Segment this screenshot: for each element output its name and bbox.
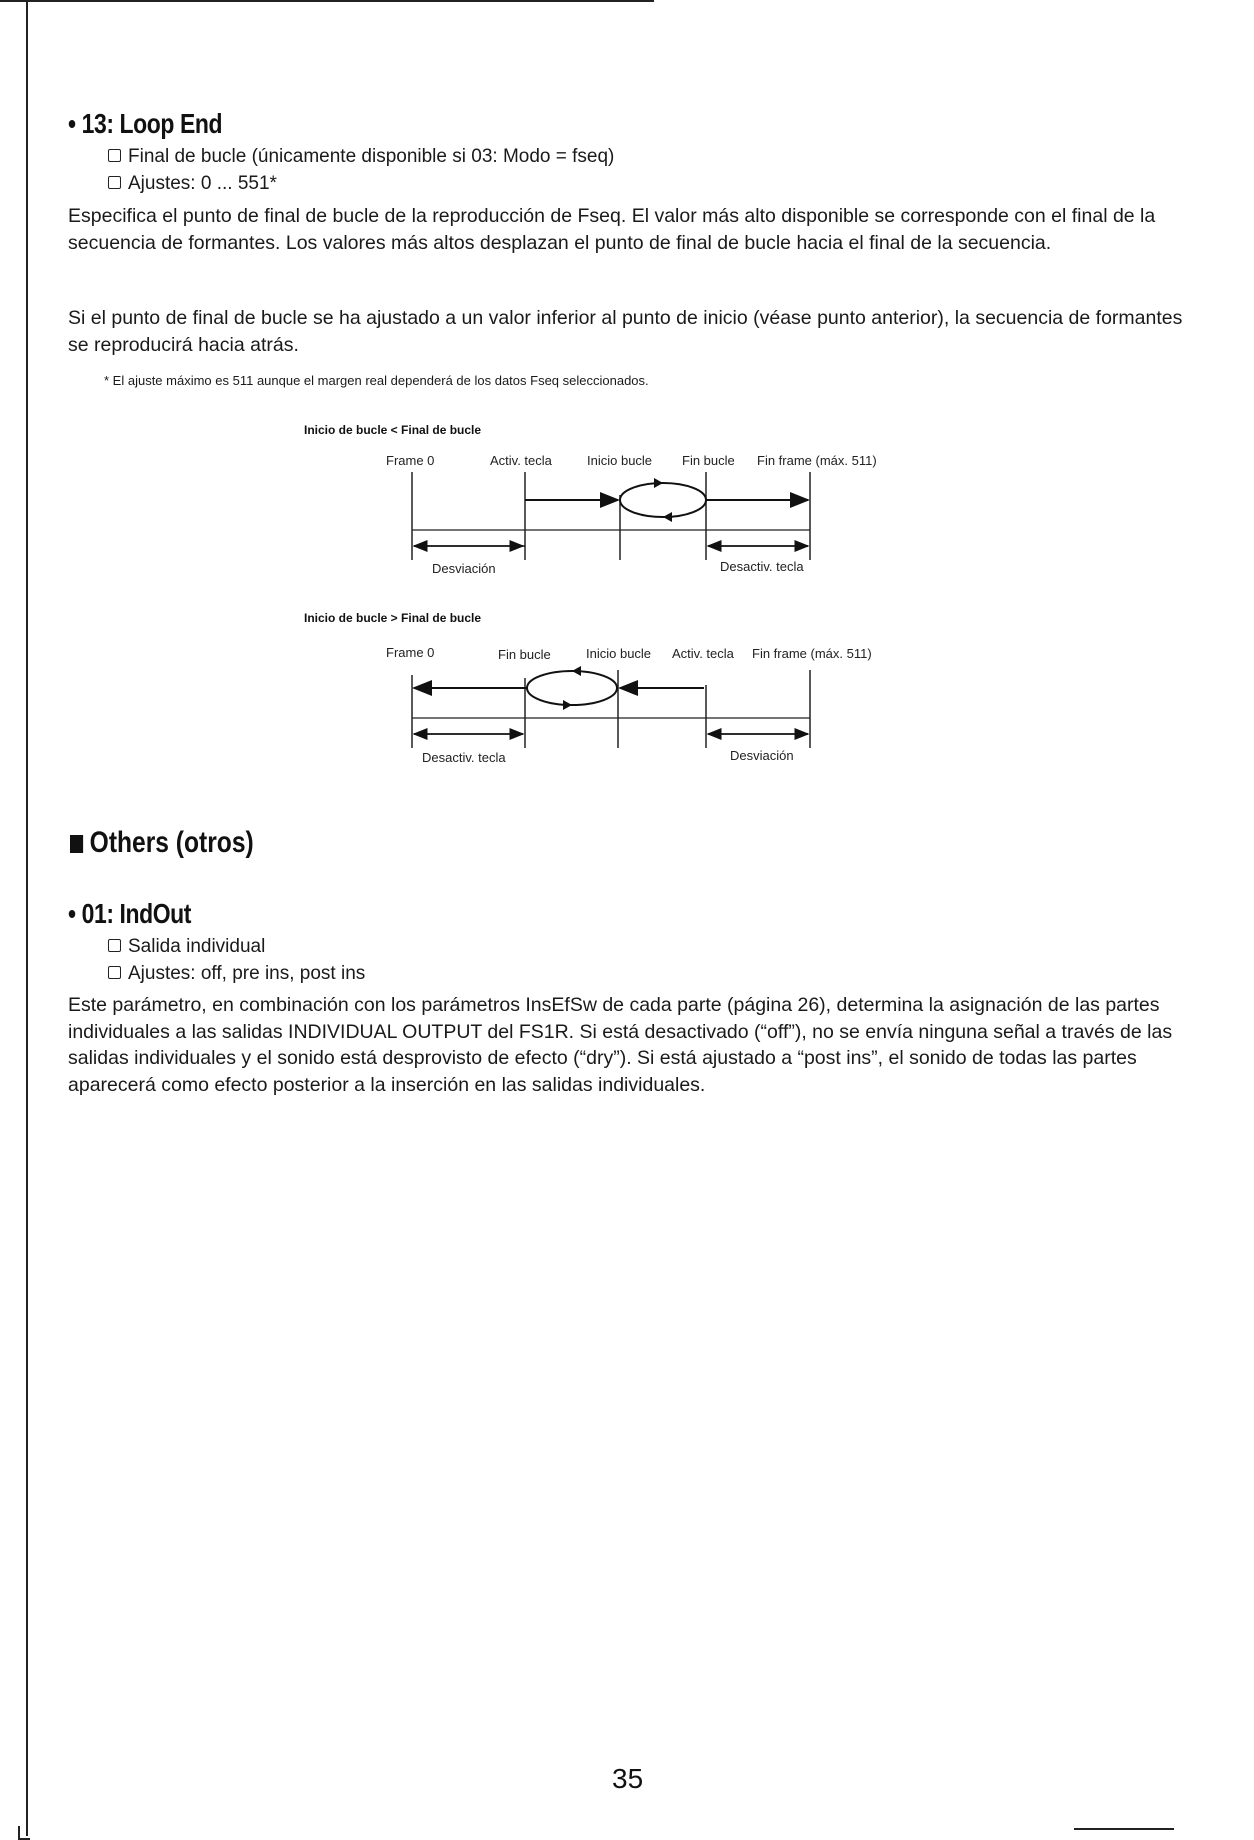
diagram2-label-frame0: Frame 0 xyxy=(386,645,435,660)
loop-end-attr1-text: Final de bucle (únicamente disponible si 03: Modo = fseq) xyxy=(128,146,615,167)
page-corner-bottom-left xyxy=(18,1826,30,1840)
diagram2-loop-arrowhead-top xyxy=(572,666,581,676)
diagram1-label-loop-start: Inicio bucle xyxy=(587,453,653,468)
diagram1-loop-arrowhead-top xyxy=(654,478,663,488)
checkbox-icon xyxy=(108,176,121,189)
loop-end-paragraph-1: Especifica el punto de final de bucle de la reproducción de Fseq. El valor más alto disponible se corresponde con el final de la secuencia de formantes. Los valores más altos desplazan el punto de final de bucle hacia el final de la secuencia. xyxy=(68,205,1156,254)
diagram1-label-end-frame: Fin frame (máx. 511) xyxy=(757,453,877,468)
diagram1-loop-arrowhead-bottom xyxy=(663,512,672,522)
diagram2-bottom-left: Desactiv. tecla xyxy=(422,750,506,765)
diagram2-label-loop-end: Fin bucle xyxy=(498,647,551,662)
diagram2-bottom-right: Desviación xyxy=(730,748,794,763)
indout-heading: • 01: IndOut xyxy=(68,898,192,929)
diagram1-bottom-left: Desviación xyxy=(432,561,496,576)
diagram1-title: Inicio de bucle < Final de bucle xyxy=(304,423,482,437)
page-border-bottom-right xyxy=(1074,1828,1174,1830)
diagram1 xyxy=(380,450,940,620)
loop-end-paragraph-2: Si el punto de final de bucle se ha ajustado a un valor inferior al punto de inicio (véase punto anterior), la secuencia de formantes se reproducirá hacia atrás. xyxy=(68,307,1183,356)
indout-settings xyxy=(108,963,365,985)
diagram2-title: Inicio de bucle > Final de bucle xyxy=(304,611,482,625)
others-heading-text: Others (otros) xyxy=(89,826,254,859)
indout-attr1-text: Salida individual xyxy=(128,936,266,957)
diagram2-loop-ellipse xyxy=(527,671,617,705)
page-number: 35 xyxy=(612,1763,644,1794)
indout-paragraph: Este parámetro, en combinación con los parámetros InsEfSw de cada parte (página 26), determina la asignación de las partes individuales a las salidas INDIVIDUAL OUTPUT del FS1R. Si está desactivado (“off”), no se envía ninguna señal a través de las salidas individuales y el sonido está desprovisto de efecto (“dry”). Si está ajustado a “post ins”, el sonido de todas las partes aparecerá como efecto posterior a la inserción en las salidas individuales. xyxy=(68,994,1173,1096)
checkbox-icon xyxy=(108,149,121,162)
diagram2-label-key-on: Activ. tecla xyxy=(672,646,734,661)
diagram1-loop-ellipse xyxy=(620,483,706,517)
diagram2-label-end-frame: Fin frame (máx. 511) xyxy=(752,646,872,661)
diagram2-label-loop-start: Inicio bucle xyxy=(586,646,652,661)
loop-end-attr2-text: Ajustes: 0 ... 551* xyxy=(128,173,277,194)
checkbox-icon xyxy=(108,939,121,952)
diagram1-label-loop-end: Fin bucle xyxy=(682,453,735,468)
loop-end-settings xyxy=(108,173,277,195)
page-border-top xyxy=(0,0,654,2)
checkbox-icon xyxy=(108,966,121,979)
diagram1-label-frame0: Frame 0 xyxy=(386,453,435,468)
diagram2-loop-arrowhead-bottom xyxy=(563,700,572,710)
loop-end-attribute-name xyxy=(108,146,614,168)
diagram1-label-key-on: Activ. tecla xyxy=(490,453,552,468)
others-heading xyxy=(70,826,254,860)
indout-attr2-text: Ajustes: off, pre ins, post ins xyxy=(128,963,366,984)
square-bullet-icon xyxy=(70,835,83,853)
indout-attribute-name xyxy=(108,936,265,958)
diagram1-bottom-right: Desactiv. tecla xyxy=(720,559,804,574)
loop-end-footnote: * El ajuste máximo es 511 aunque el margen real dependerá de los datos Fseq seleccionados. xyxy=(104,373,649,388)
loop-end-heading: • 13: Loop End xyxy=(68,108,223,139)
diagram2 xyxy=(380,640,940,810)
page-border-left xyxy=(26,0,28,1836)
